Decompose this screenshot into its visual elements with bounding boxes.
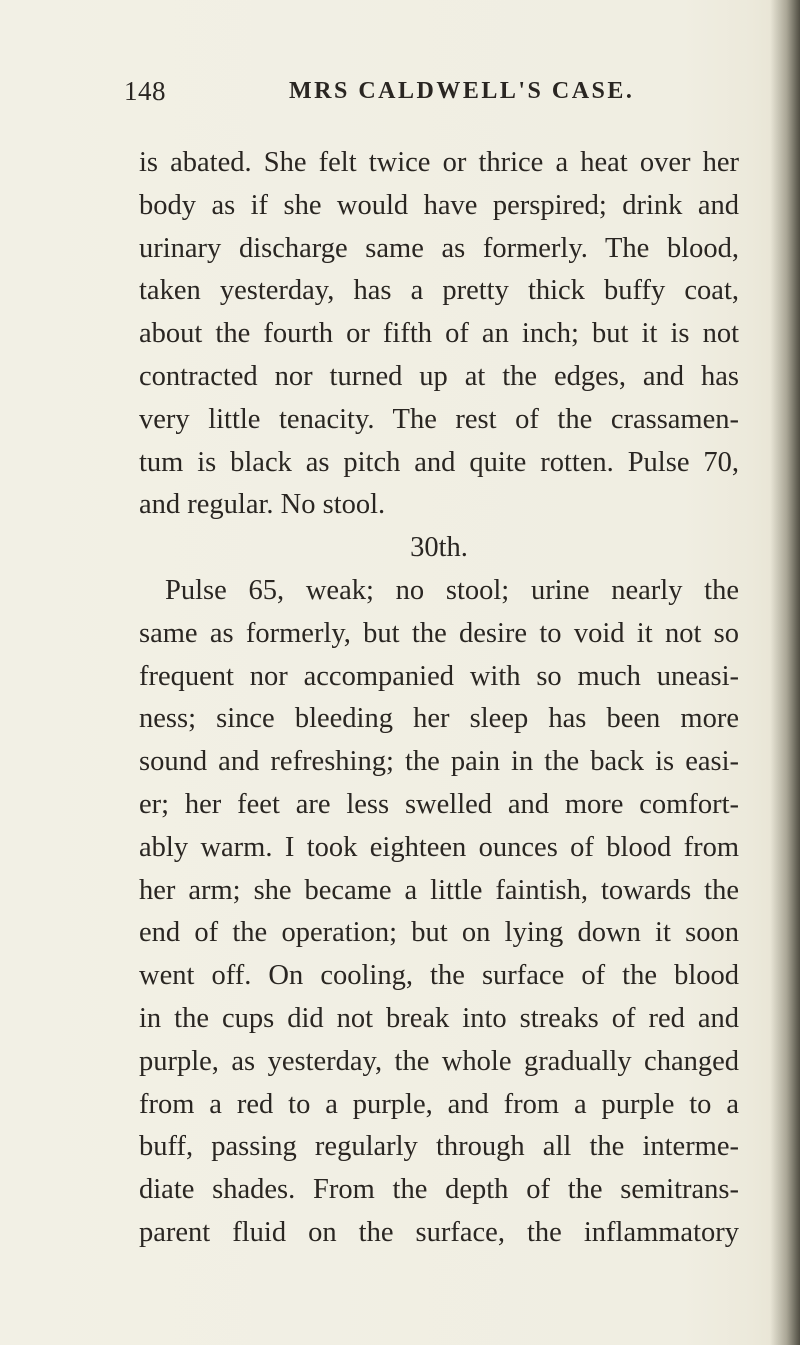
text-line: is abated. She felt twice or thrice a heat over her bbox=[139, 147, 739, 178]
text-line: her arm; she became a little faintish, towards the bbox=[139, 874, 739, 906]
text-line: about the fourth or fifth of an inch; but it is not bbox=[139, 318, 739, 350]
page-edge-shadow bbox=[770, 0, 800, 1345]
text-line: taken yesterday, has a pretty thick buffy coat, bbox=[139, 275, 739, 307]
text-line: Pulse 65, weak; no stool; urine nearly the bbox=[165, 574, 739, 606]
text-line: went off. On cooling, the surface of the blood bbox=[139, 960, 739, 992]
text-line: buff, passing regularly through all the interme- bbox=[139, 1131, 739, 1163]
text-line: and regular. No stool. bbox=[139, 489, 386, 521]
text-line: er; her feet are less swelled and more comfort- bbox=[139, 788, 739, 820]
text-line: frequent nor accompanied with so much uneasi- bbox=[139, 660, 739, 692]
text-line: purple, as yesterday, the whole gradually changed bbox=[139, 1045, 739, 1077]
text-line: from a red to a purple, and from a purple to a bbox=[139, 1088, 739, 1120]
text-line: contracted nor turned up at the edges, and has bbox=[139, 360, 739, 392]
text-line: diate shades. From the depth of the semitrans- bbox=[139, 1174, 739, 1206]
text-line: urinary discharge same as formerly. The blood, bbox=[139, 232, 739, 264]
text-line: very little tenacity. The rest of the crassamen- bbox=[139, 403, 739, 435]
text-line: parent fluid on the surface, the inflammatory bbox=[139, 1216, 739, 1248]
text-line: body as if she would have perspired; drink and bbox=[139, 189, 739, 221]
page-number: 148 bbox=[124, 76, 166, 106]
text-line: in the cups did not break into streaks of red and bbox=[139, 1002, 739, 1034]
text-line: ably warm. I took eighteen ounces of blood from bbox=[139, 831, 739, 863]
text-line: ness; since bleeding her sleep has been more bbox=[139, 703, 739, 735]
date-heading: 30th. bbox=[410, 532, 468, 564]
running-head bbox=[124, 76, 764, 120]
text-line: sound and refreshing; the pain in the back is easi- bbox=[139, 746, 739, 778]
body-text bbox=[139, 142, 739, 1255]
text-line: same as formerly, but the desire to void it not so bbox=[139, 617, 739, 649]
text-line: end of the operation; but on lying down it soon bbox=[139, 917, 739, 949]
running-title: MRS CALDWELL'S CASE. bbox=[289, 78, 635, 104]
text-line: tum is black as pitch and quite rotten. Pulse 70, bbox=[139, 446, 739, 478]
